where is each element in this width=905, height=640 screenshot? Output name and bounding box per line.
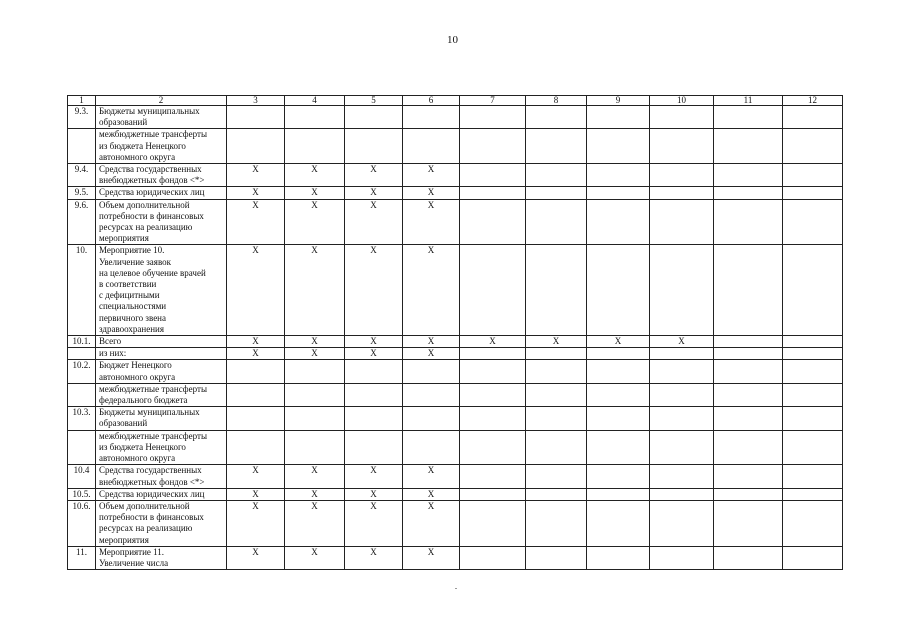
row-label: Средства юридических лиц <box>96 187 227 199</box>
value-cell: X <box>227 546 285 569</box>
value-cell <box>714 546 783 569</box>
value-cell: X <box>285 336 345 348</box>
value-cell <box>650 465 714 488</box>
value-cell <box>650 129 714 164</box>
value-cell <box>227 430 285 465</box>
value-cell <box>460 164 526 187</box>
value-cell <box>587 348 650 360</box>
value-cell <box>526 245 587 336</box>
row-number: 10.5. <box>68 488 96 500</box>
value-cell <box>714 187 783 199</box>
header-cell: 9 <box>587 96 650 106</box>
header-cell: 8 <box>526 96 587 106</box>
value-cell <box>526 407 587 430</box>
value-cell: X <box>285 164 345 187</box>
value-cell <box>714 488 783 500</box>
value-cell: X <box>227 245 285 336</box>
value-cell <box>783 348 843 360</box>
value-cell <box>285 383 345 406</box>
value-cell <box>587 500 650 546</box>
value-cell <box>783 129 843 164</box>
value-cell <box>783 546 843 569</box>
table-row <box>68 129 843 164</box>
table-row <box>68 488 843 500</box>
value-cell <box>714 106 783 129</box>
header-cell: 5 <box>345 96 403 106</box>
value-cell <box>285 360 345 383</box>
row-number: 9.5. <box>68 187 96 199</box>
value-cell: X <box>526 336 587 348</box>
row-number: 10.2. <box>68 360 96 383</box>
value-cell <box>783 360 843 383</box>
row-number: 9.6. <box>68 199 96 245</box>
value-cell <box>650 383 714 406</box>
value-cell <box>714 129 783 164</box>
table-row <box>68 187 843 199</box>
row-label: межбюджетные трансферты федерального бюджета <box>96 383 227 406</box>
value-cell: X <box>227 187 285 199</box>
value-cell: X <box>285 546 345 569</box>
value-cell: X <box>285 187 345 199</box>
value-cell <box>460 187 526 199</box>
value-cell <box>714 336 783 348</box>
value-cell <box>526 383 587 406</box>
value-cell <box>714 164 783 187</box>
value-cell <box>650 199 714 245</box>
value-cell: X <box>403 546 460 569</box>
value-cell <box>460 546 526 569</box>
value-cell: X <box>403 348 460 360</box>
value-cell: X <box>403 164 460 187</box>
value-cell <box>783 187 843 199</box>
value-cell <box>345 430 403 465</box>
value-cell <box>587 488 650 500</box>
value-cell: X <box>227 348 285 360</box>
value-cell <box>285 106 345 129</box>
value-cell: X <box>403 187 460 199</box>
value-cell <box>587 383 650 406</box>
row-label: межбюджетные трансферты из бюджета Ненецкого автономного округа <box>96 430 227 465</box>
table-row <box>68 199 843 245</box>
value-cell <box>526 500 587 546</box>
value-cell <box>714 245 783 336</box>
value-cell <box>650 360 714 383</box>
value-cell: X <box>285 488 345 500</box>
value-cell <box>526 187 587 199</box>
table-row <box>68 500 843 546</box>
table-header-row <box>68 96 843 106</box>
value-cell <box>650 164 714 187</box>
value-cell <box>714 348 783 360</box>
row-label: Мероприятие 10. Увеличение заявок на целевое обучение врачей в соответствии с дефицитными специальностями первичного звена здравоохранения <box>96 245 227 336</box>
value-cell <box>345 106 403 129</box>
value-cell <box>783 199 843 245</box>
value-cell <box>526 488 587 500</box>
value-cell <box>714 430 783 465</box>
row-number: 11. <box>68 546 96 569</box>
value-cell <box>227 383 285 406</box>
page-number: 10 <box>447 34 458 46</box>
value-cell: X <box>403 336 460 348</box>
header-cell: 12 <box>783 96 843 106</box>
value-cell <box>526 129 587 164</box>
value-cell <box>783 383 843 406</box>
value-cell <box>783 407 843 430</box>
header-cell: 6 <box>403 96 460 106</box>
value-cell: X <box>345 488 403 500</box>
table-row <box>68 360 843 383</box>
value-cell: X <box>403 488 460 500</box>
value-cell <box>783 106 843 129</box>
value-cell <box>403 106 460 129</box>
value-cell: X <box>345 187 403 199</box>
row-label: Объем дополнительной потребности в финансовых ресурсах на реализацию мероприятия <box>96 199 227 245</box>
value-cell <box>587 199 650 245</box>
value-cell <box>714 383 783 406</box>
row-label: Средства юридических лиц <box>96 488 227 500</box>
value-cell <box>227 106 285 129</box>
value-cell: X <box>285 199 345 245</box>
value-cell <box>650 546 714 569</box>
value-cell <box>460 106 526 129</box>
header-cell: 7 <box>460 96 526 106</box>
value-cell <box>403 360 460 383</box>
value-cell <box>587 407 650 430</box>
value-cell <box>285 129 345 164</box>
value-cell: X <box>403 199 460 245</box>
value-cell: X <box>345 348 403 360</box>
value-cell <box>714 199 783 245</box>
value-cell <box>403 430 460 465</box>
value-cell <box>403 407 460 430</box>
row-number <box>68 430 96 465</box>
header-cell: 1 <box>68 96 96 106</box>
value-cell <box>227 129 285 164</box>
row-number: 10.6. <box>68 500 96 546</box>
value-cell <box>650 187 714 199</box>
table-row <box>68 245 843 336</box>
value-cell <box>460 199 526 245</box>
value-cell <box>403 129 460 164</box>
value-cell <box>587 430 650 465</box>
row-label: Всего <box>96 336 227 348</box>
value-cell <box>460 465 526 488</box>
value-cell <box>783 164 843 187</box>
row-number <box>68 129 96 164</box>
value-cell: X <box>345 500 403 546</box>
value-cell: X <box>460 336 526 348</box>
value-cell <box>345 383 403 406</box>
value-cell <box>526 360 587 383</box>
value-cell <box>587 360 650 383</box>
value-cell <box>587 465 650 488</box>
value-cell <box>650 407 714 430</box>
value-cell <box>714 500 783 546</box>
value-cell <box>345 407 403 430</box>
row-label: Бюджет Ненецкого автономного округа <box>96 360 227 383</box>
value-cell <box>460 348 526 360</box>
value-cell <box>526 430 587 465</box>
value-cell: X <box>227 488 285 500</box>
header-cell: 4 <box>285 96 345 106</box>
value-cell <box>783 500 843 546</box>
table-row <box>68 164 843 187</box>
value-cell <box>460 245 526 336</box>
value-cell: X <box>345 465 403 488</box>
row-number: 10.4 <box>68 465 96 488</box>
value-cell <box>460 500 526 546</box>
value-cell: X <box>345 164 403 187</box>
row-label: из них: <box>96 348 227 360</box>
row-label: Бюджеты муниципальных образований <box>96 106 227 129</box>
value-cell: X <box>587 336 650 348</box>
table-row <box>68 348 843 360</box>
value-cell: X <box>403 465 460 488</box>
row-label: Объем дополнительной потребности в финансовых ресурсах на реализацию мероприятия <box>96 500 227 546</box>
value-cell: X <box>650 336 714 348</box>
row-label: Бюджеты муниципальных образований <box>96 407 227 430</box>
table-row <box>68 106 843 129</box>
table-row <box>68 407 843 430</box>
value-cell <box>526 199 587 245</box>
value-cell: X <box>285 500 345 546</box>
data-table <box>67 95 843 570</box>
header-cell: 10 <box>650 96 714 106</box>
value-cell <box>526 465 587 488</box>
row-number <box>68 383 96 406</box>
value-cell <box>714 465 783 488</box>
table-body <box>68 96 843 570</box>
value-cell: X <box>345 245 403 336</box>
row-label: Средства государственных внебюджетных фондов <*> <box>96 465 227 488</box>
row-label: Средства государственных внебюджетных фондов <*> <box>96 164 227 187</box>
value-cell: X <box>345 546 403 569</box>
row-number: 10.1. <box>68 336 96 348</box>
value-cell: X <box>403 500 460 546</box>
value-cell <box>460 430 526 465</box>
value-cell <box>650 106 714 129</box>
header-cell: 3 <box>227 96 285 106</box>
table-row <box>68 383 843 406</box>
value-cell <box>285 407 345 430</box>
row-number <box>68 348 96 360</box>
value-cell <box>650 430 714 465</box>
value-cell <box>460 407 526 430</box>
value-cell <box>587 187 650 199</box>
row-label: Мероприятие 11. Увеличение числа <box>96 546 227 569</box>
table-row <box>68 546 843 569</box>
value-cell <box>345 360 403 383</box>
value-cell <box>650 500 714 546</box>
value-cell <box>460 360 526 383</box>
value-cell <box>783 430 843 465</box>
table-row <box>68 336 843 348</box>
row-label: межбюджетные трансферты из бюджета Ненецкого автономного округа <box>96 129 227 164</box>
value-cell <box>460 129 526 164</box>
value-cell: X <box>227 199 285 245</box>
value-cell <box>783 336 843 348</box>
value-cell <box>403 383 460 406</box>
value-cell <box>783 245 843 336</box>
value-cell <box>587 245 650 336</box>
row-number: 9.4. <box>68 164 96 187</box>
table-row <box>68 430 843 465</box>
value-cell: X <box>403 245 460 336</box>
row-number: 10.3. <box>68 407 96 430</box>
header-cell: 2 <box>96 96 227 106</box>
value-cell: X <box>227 336 285 348</box>
value-cell <box>650 245 714 336</box>
value-cell: X <box>227 500 285 546</box>
value-cell <box>526 546 587 569</box>
value-cell: X <box>285 465 345 488</box>
value-cell <box>526 106 587 129</box>
value-cell <box>650 488 714 500</box>
value-cell <box>227 407 285 430</box>
value-cell <box>650 348 714 360</box>
value-cell <box>227 360 285 383</box>
value-cell <box>587 129 650 164</box>
value-cell <box>714 360 783 383</box>
header-cell: 11 <box>714 96 783 106</box>
value-cell <box>526 348 587 360</box>
value-cell: X <box>227 465 285 488</box>
value-cell: X <box>285 245 345 336</box>
value-cell <box>714 407 783 430</box>
table-row <box>68 465 843 488</box>
value-cell <box>345 129 403 164</box>
value-cell <box>587 106 650 129</box>
value-cell <box>587 546 650 569</box>
value-cell <box>285 430 345 465</box>
value-cell: X <box>345 336 403 348</box>
value-cell: X <box>227 164 285 187</box>
value-cell: X <box>345 199 403 245</box>
row-number: 9.3. <box>68 106 96 129</box>
value-cell <box>526 164 587 187</box>
value-cell <box>783 465 843 488</box>
row-number: 10. <box>68 245 96 336</box>
value-cell <box>587 164 650 187</box>
scan-speck <box>455 588 457 589</box>
value-cell <box>783 488 843 500</box>
value-cell <box>460 488 526 500</box>
value-cell: X <box>285 348 345 360</box>
value-cell <box>460 383 526 406</box>
